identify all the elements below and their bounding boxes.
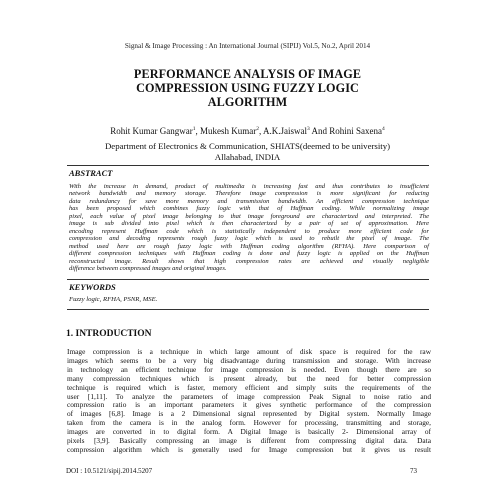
author-separator: , <box>258 126 263 136</box>
intro-line: taken from the camera is in the analog form. However for processing, transmitting and storage, <box>67 418 431 428</box>
abstract-line: encoding represent Huffman code which is statistically independent to produce more efficient code for <box>69 227 429 235</box>
intro-line: in technology an efficient technique for image compression is needed. Even though there are so <box>67 364 431 374</box>
intro-line: compression ratio is an important parameters it gives synthetic performance of the compression <box>67 400 431 410</box>
keywords-top-rule <box>67 279 429 280</box>
author-list <box>30 126 465 136</box>
affiliation-line: Allahabad, INDIA <box>214 152 281 162</box>
abstract-line: With the increase in demand, product of multimedia is increasing fast and thus contributes to insufficient <box>69 183 429 190</box>
abstract-line: reconstructed image. Result shows that high compression rates are achieved and visually negligible <box>69 257 429 265</box>
footer-doi: DOI : 10.5121/sipij.2014.5207 <box>66 467 153 475</box>
abstract-line: compression and decoding represents rough fuzzy logic which is used to rebuilt the pixel of image. The <box>69 235 429 243</box>
author-name: Rohini Saxena <box>329 126 382 136</box>
abstract-line: method used here are rough fuzzy logic with Huffman coding algorithm (RFHA). Here comparison of <box>69 242 429 250</box>
paper-title <box>60 67 435 109</box>
intro-line: Image compression is a technique in which large amount of disk space is required for the raw <box>67 347 431 356</box>
intro-line: technique is required which is faster, memory efficient and simply suits the requirements of the <box>67 382 431 392</box>
abstract-text <box>69 183 429 272</box>
page-number: 73 <box>410 467 417 475</box>
title-line: PERFORMANCE ANALYSIS OF IMAGE <box>133 67 362 81</box>
abstract-line: pixel, each value of pixel image belonging to that image foreground are characterized and interpreted. The <box>69 212 429 220</box>
abstract-line: has been proposed which combines fuzzy logic with that of Huffman coding. While normalizing image <box>69 205 429 213</box>
author-separator: And <box>309 126 330 136</box>
author-affil-mark: 2 <box>256 126 259 132</box>
keywords-heading: KEYWORDS <box>69 282 116 292</box>
author-affil-mark: 1 <box>192 126 196 132</box>
abstract-heading: ABSTRACT <box>69 168 113 178</box>
introduction-heading: 1. INTRODUCTION <box>66 329 152 339</box>
author-name: Mukesh Kumar <box>199 126 257 136</box>
introduction-text <box>67 348 431 455</box>
keywords-bottom-rule <box>67 309 429 310</box>
affiliation <box>60 141 435 163</box>
abstract-top-rule <box>67 165 429 166</box>
abstract-line: network bandwidth and memory storage. Therefore image compression is more significant for reducing <box>69 190 429 198</box>
intro-line: user [1,11]. To analyze the parameters of image compression Peak Signal to noise ratio and <box>67 391 431 401</box>
abstract-line: difference between compressed images and original images. <box>69 264 227 272</box>
intro-line: pixels [3,9]. Basically compressing an image is different from compressing digital data. Data <box>67 436 431 446</box>
title-line: ALGORITHM <box>207 95 288 109</box>
abstract-line: image is sub divided into pixel which is then characterized by a pair of set of approximation. Here <box>69 220 429 228</box>
keywords-text: Fuzzy logic, RFHA, PSNR, MSE. <box>69 296 158 303</box>
affiliation-line: Department of Electronics & Communication, SHIATS(deemed to be university) <box>104 141 391 151</box>
author-affil-mark: 3 <box>306 126 310 132</box>
title-line: COMPRESSION USING FUZZY LOGIC <box>136 81 359 95</box>
abstract-line: data redundancy for save more memory and transmission bandwidth. An efficient compression technique <box>69 197 429 205</box>
running-header: Signal & Image Processing : An International Journal (SIPIJ) Vol.5, No.2, April 2014 <box>124 42 371 50</box>
author-name: Rohit Kumar Gangwar <box>110 126 193 136</box>
author-affil-mark: 4 <box>382 126 385 132</box>
intro-line: many compression techniques which is present already, but the need for better compression <box>67 373 431 383</box>
intro-line: of images [6,8]. Image is a 2 Dimensional signal represented by Digital system. Normally Image <box>67 409 431 419</box>
author-name: A.K.Jaiswal <box>262 126 307 136</box>
author-separator: , <box>195 126 200 136</box>
abstract-line: different compression techniques with Huffman coding is done and fuzzy logic is applied on the Huffman <box>69 250 429 258</box>
intro-line: images are converted in to digital form. A Digital Image is basically 2- Dimensional array of <box>67 427 431 437</box>
intro-line: compression algorithm which is generally used for Image compression but it gives us result <box>67 444 431 454</box>
intro-line: images which seems to be a very big disadvantage during transmission and storage. With increase <box>67 355 431 365</box>
